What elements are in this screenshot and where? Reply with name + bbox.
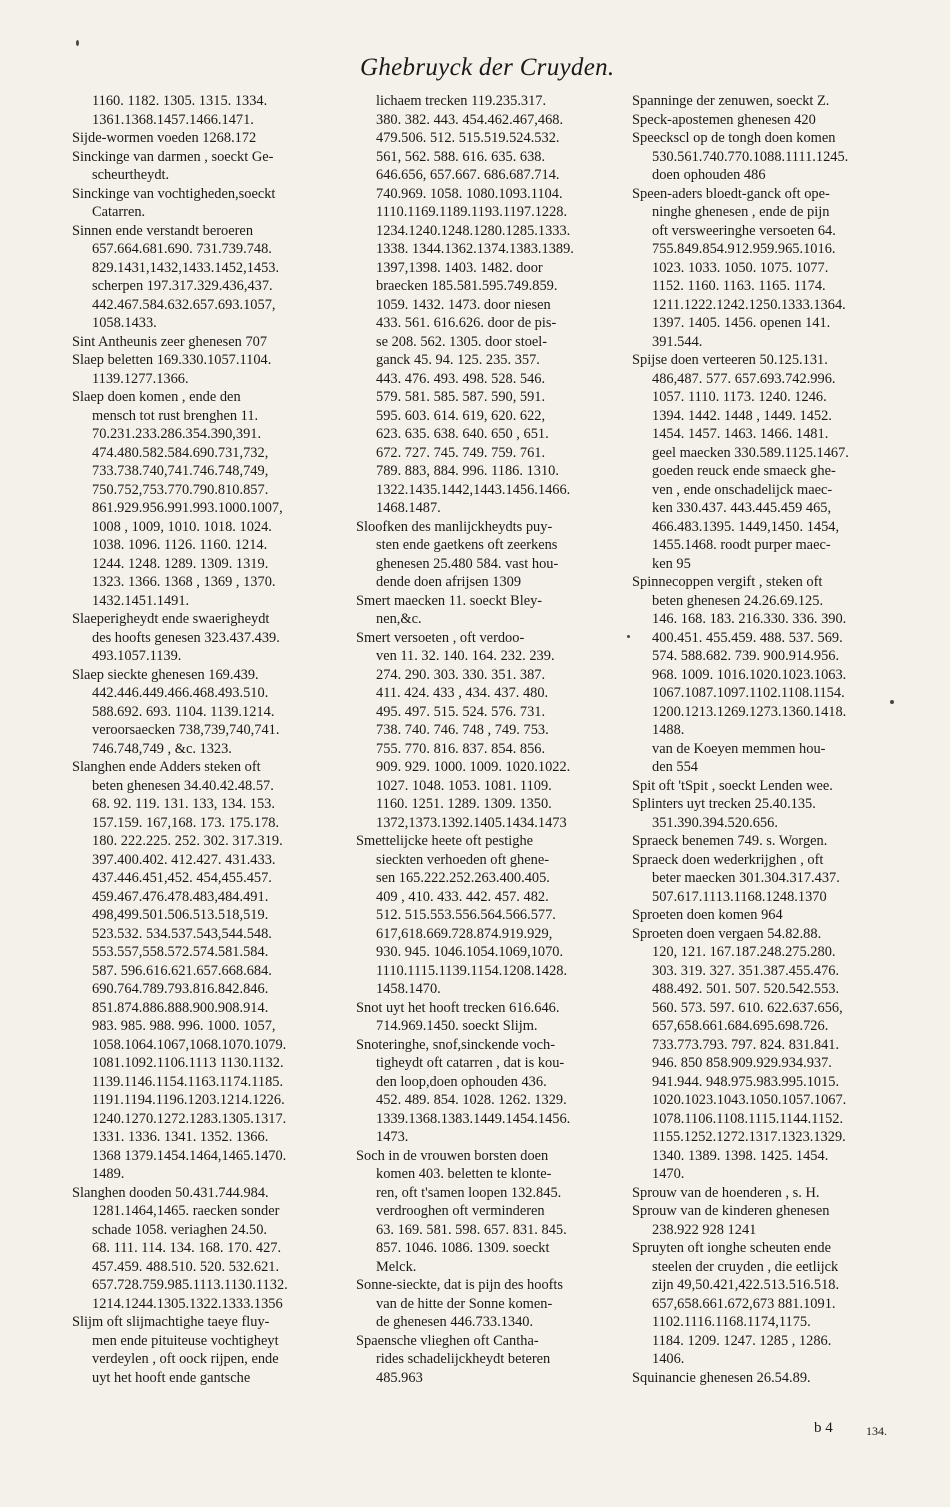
index-continuation-line: 646.656, 657.667. 686.687.714. — [376, 167, 560, 183]
index-continuation-line: 442.446.449.466.468.493.510. — [92, 685, 269, 701]
index-continuation-line: 486,487. 577. 657.693.742.996. — [652, 370, 836, 387]
index-continuation-line: 1361.1368.1457.1466.1471. — [92, 111, 254, 128]
index-continuation-line: 1455.1468. roodt purper maec- — [652, 537, 831, 553]
index-continuation-line: mensch tot rust brenghen 11. — [92, 407, 259, 424]
index-continuation-line: 474.480.582.584.690.731,732, — [92, 444, 269, 461]
index-continuation-line: 1240.1270.1272.1283.1305.1317. — [92, 1110, 287, 1127]
index-continuation-line: ken 330.437. 443.445.459 465, — [652, 500, 832, 516]
index-entry-line: Squinancie ghenesen 26.54.89. — [632, 1369, 811, 1386]
index-continuation-line: 433. 561. 616.626. door de pis- — [376, 315, 557, 331]
index-continuation-line: 909. 929. 1000. 1009. 1020.1022. — [376, 759, 571, 775]
index-entry-line: Sinckinge van darmen , soeckt Ge- — [72, 148, 274, 165]
index-entry-line: Spraeck benemen 749. s. Worgen. — [632, 833, 828, 849]
index-continuation-line: 411. 424. 433 , 434. 437. 480. — [376, 685, 549, 701]
index-continuation-line: 1489. — [92, 1166, 125, 1182]
index-entry-line: Slanghen dooden 50.431.744.984. — [72, 1184, 269, 1201]
index-continuation-line: dende doen afrijsen 1309 — [376, 574, 522, 590]
index-continuation-line: 488.492. 501. 507. 520.542.553. — [652, 981, 840, 997]
index-continuation-line: 588.692. 693. 1104. 1139.1214. — [92, 703, 275, 720]
index-continuation-line: 485.963 — [376, 1369, 423, 1386]
index-continuation-line: 1160. 1182. 1305. 1315. 1334. — [92, 93, 268, 109]
index-continuation-line: sten ende gaetkens oft zeerkens — [376, 537, 558, 553]
index-continuation-line: 1081.1092.1106.1113 1130.1132. — [92, 1055, 284, 1071]
index-continuation-line: 466.483.1395. 1449,1450. 1454, — [652, 518, 840, 535]
index-continuation-line: 1023. 1033. 1050. 1075. 1077. — [652, 259, 829, 276]
index-continuation-line: 442.467.584.632.657.693.1057, — [92, 296, 276, 313]
index-continuation-line: 437.446.451,452. 454,455.457. — [92, 870, 272, 886]
index-continuation-line: des hoofts genesen 323.437.439. — [92, 629, 280, 646]
index-continuation-line: 595. 603. 614. 619, 620. 622, — [376, 407, 546, 424]
index-entry-line: Slijm oft slijmachtighe taeye fluy- — [72, 1314, 270, 1330]
index-entry-line: Slanghen ende Adders steken oft — [72, 759, 261, 775]
index-entry-line: Smettelijcke heete oft pestighe — [356, 833, 534, 849]
index-continuation-line: 1281.1464,1465. raecken sonder — [92, 1203, 280, 1219]
index-continuation-line: 561, 562. 588. 616. 635. 638. — [376, 148, 546, 165]
index-entry-line: Sijde-wormen voeden 1268.172 — [72, 130, 257, 146]
index-continuation-line: 1038. 1096. 1126. 1160. 1214. — [92, 537, 268, 553]
index-continuation-line: 498,499.501.506.513.518,519. — [92, 907, 269, 923]
index-continuation-line: 120, 121. 167.187.248.275.280. — [652, 944, 836, 960]
index-continuation-line: 690.764.789.793.816.842.846. — [92, 981, 269, 997]
index-continuation-line: sieckten verhoeden oft ghene- — [376, 851, 550, 868]
index-continuation-line: 1454. 1457. 1463. 1466. 1481. — [652, 426, 829, 442]
index-continuation-line: 1339.1368.1383.1449.1454.1456. — [376, 1110, 571, 1127]
index-continuation-line: scheurtheydt. — [92, 167, 170, 183]
index-continuation-line: 1397. 1405. 1456. openen 141. — [652, 315, 831, 331]
index-continuation-line: 523.532. 534.537.543,544.548. — [92, 925, 272, 942]
index-continuation-line: braecken 185.581.595.749.859. — [376, 278, 558, 294]
index-continuation-line: 397.400.402. 412.427. 431.433. — [92, 851, 276, 868]
index-column-left — [72, 92, 350, 1422]
index-continuation-line: 1406. — [652, 1351, 685, 1367]
index-continuation-line: Melck. — [376, 1258, 417, 1275]
index-continuation-line: men ende pituiteuse vochtigheyt — [92, 1332, 279, 1349]
index-continuation-line: 623. 635. 638. 640. 650 , 651. — [376, 426, 549, 442]
index-continuation-line: 755.849.854.912.959.965.1016. — [652, 241, 836, 257]
index-continuation-line: ren, oft t'samen loopen 132.845. — [376, 1184, 562, 1201]
index-continuation-line: sen 165.222.252.263.400.405. — [376, 870, 550, 886]
index-entry-line: Sprouw van de hoenderen , s. H. — [632, 1184, 820, 1201]
index-continuation-line: 657,658.661.684.695.698.726. — [652, 1018, 829, 1034]
index-continuation-line: 180. 222.225. 252. 302. 317.319. — [92, 833, 283, 849]
index-continuation-line: 946. 850 858.909.929.934.937. — [652, 1055, 832, 1071]
index-entry-line: Spinnecoppen vergift , steken oft — [632, 574, 823, 590]
index-continuation-line: 672. 727. 745. 749. 759. 761. — [376, 444, 546, 461]
index-continuation-line: Catarren. — [92, 204, 146, 220]
index-entry-line: Sint Antheunis zeer ghenesen 707 — [72, 333, 268, 350]
index-entry-line: Smert maecken 11. soeckt Bley- — [356, 592, 543, 609]
index-continuation-line: 1102.1116.1168.1174,1175. — [652, 1314, 811, 1330]
index-entry-line: Slaep sieckte ghenesen 169.439. — [72, 666, 259, 683]
index-continuation-line: 1432.1451.1491. — [92, 592, 190, 609]
catchword: 134. — [866, 1424, 887, 1438]
index-entry-line: Sinckinge van vochtigheden,soeckt — [72, 185, 276, 202]
index-continuation-line: 1468.1487. — [376, 500, 441, 516]
index-continuation-line: 733.773.793. 797. 824. 831.841. — [652, 1036, 840, 1053]
index-continuation-line: rides schadelijckheydt beteren — [376, 1351, 551, 1367]
index-continuation-line: den 554 — [652, 759, 698, 775]
index-continuation-line: lichaem trecken 119.235.317. — [376, 93, 547, 109]
index-continuation-line: beten ghenesen 34.40.42.48.57. — [92, 777, 274, 794]
index-entry-line: Soch in de vrouwen borsten doen — [356, 1147, 549, 1164]
index-continuation-line: ven , ende onschadelijck maec- — [652, 481, 833, 498]
index-continuation-line: 1200.1213.1269.1273.1360.1418. — [652, 703, 847, 720]
index-entry-line: Snot uyt het hooft trecken 616.646. — [356, 999, 560, 1016]
signature-mark: b 4 — [814, 1420, 833, 1436]
index-entry-line: Sprouw van de kinderen ghenesen — [632, 1203, 830, 1219]
index-continuation-line: 380. 382. 443. 454.462.467,468. — [376, 111, 564, 128]
index-entry-line: Sonne-sieckte, dat is pijn des hoofts — [356, 1277, 564, 1293]
index-continuation-line: 1110.1169.1189.1193.1197.1228. — [376, 204, 568, 220]
index-continuation-line: 1244. 1248. 1289. 1309. 1319. — [92, 555, 269, 572]
index-continuation-line: 1331. 1336. 1341. 1352. 1366. — [92, 1129, 269, 1145]
index-entry-line: Spanninge der zenuwen, soeckt Z. — [632, 93, 830, 109]
index-continuation-line: 829.1431,1432,1433.1452,1453. — [92, 259, 280, 276]
index-continuation-line: ken 95 — [652, 555, 691, 572]
index-continuation-line: 587. 596.616.621.657.668.684. — [92, 962, 272, 979]
index-continuation-line: nen,&c. — [376, 611, 422, 627]
index-continuation-line: 579. 581. 585. 587. 590, 591. — [376, 389, 546, 405]
index-entry-line: Spijse doen verteeren 50.125.131. — [632, 352, 828, 368]
index-continuation-line: 507.617.1113.1168.1248.1370 — [652, 888, 827, 905]
index-continuation-line: ghenesen 25.480 584. vast hou- — [376, 555, 559, 572]
ink-speck — [76, 40, 79, 46]
index-continuation-line: tigheydt oft catarren , dat is kou- — [376, 1055, 565, 1071]
index-continuation-line: 657,658.661.672,673 881.1091. — [652, 1295, 836, 1312]
index-continuation-line: 63. 169. 581. 598. 657. 831. 845. — [376, 1221, 567, 1238]
index-continuation-line: 1008 , 1009, 1010. 1018. 1024. — [92, 518, 272, 535]
index-continuation-line: verdrooghen oft verminderen — [376, 1203, 545, 1219]
index-entry-line: Snoteringhe, snof,sinckende voch- — [356, 1036, 556, 1053]
index-continuation-line: verdeylen , oft oock rijpen, ende — [92, 1351, 279, 1367]
index-continuation-line: 1394. 1442. 1448 , 1449. 1452. — [652, 407, 832, 424]
index-continuation-line: 1470. — [652, 1166, 685, 1182]
index-continuation-line: 1473. — [376, 1129, 409, 1145]
index-continuation-line: 617,618.669.728.874.919.929, — [376, 925, 553, 942]
index-continuation-line: 457.459. 488.510. 520. 532.621. — [92, 1258, 280, 1275]
index-entry-line: Slaeperigheydt ende swaerigheydt — [72, 611, 270, 627]
index-continuation-line: beten ghenesen 24.26.69.125. — [652, 592, 824, 609]
ink-speck — [890, 700, 894, 704]
index-continuation-line: 1214.1244.1305.1322.1333.1356 — [92, 1295, 283, 1312]
index-continuation-line: uyt het hooft ende gantsche — [92, 1369, 251, 1386]
index-continuation-line: 983. 985. 988. 996. 1000. 1057, — [92, 1018, 276, 1034]
index-continuation-line: 1397,1398. 1403. 1482. door — [376, 259, 543, 276]
index-continuation-line: zijn 49,50.421,422.513.516.518. — [652, 1277, 840, 1293]
index-continuation-line: 68. 92. 119. 131. 133, 134. 153. — [92, 796, 275, 812]
index-continuation-line: 1184. 1209. 1247. 1285 , 1286. — [652, 1332, 832, 1349]
index-continuation-line: 789. 883, 884. 996. 1186. 1310. — [376, 463, 559, 479]
index-entry-line: Spraeck doen wederkrijghen , oft — [632, 851, 824, 868]
index-continuation-line: 409 , 410. 433. 442. 457. 482. — [376, 888, 549, 905]
index-continuation-line: 238.922 928 1241 — [652, 1221, 757, 1238]
index-continuation-line: 391.544. — [652, 333, 703, 350]
index-continuation-line: 1338. 1344.1362.1374.1383.1389. — [376, 241, 574, 257]
index-continuation-line: 1211.1222.1242.1250.1333.1364. — [652, 296, 846, 313]
index-entry-line: Speen-aders bloedt-ganck oft ope- — [632, 185, 830, 202]
index-continuation-line: 1057. 1110. 1173. 1240. 1246. — [652, 389, 827, 405]
index-continuation-line: 738. 740. 746. 748 , 749. 753. — [376, 722, 549, 738]
index-continuation-line: 657.728.759.985.1113.1130.1132. — [92, 1277, 288, 1293]
index-continuation-line: 68. 111. 114. 134. 168. 170. 427. — [92, 1240, 282, 1256]
index-continuation-line: 303. 319. 327. 351.387.455.476. — [652, 962, 840, 979]
index-continuation-line: 1368 1379.1454.1464,1465.1470. — [92, 1147, 287, 1164]
index-continuation-line: schade 1058. veriaghen 24.50. — [92, 1221, 268, 1238]
index-continuation-line: komen 403. beletten te klonte- — [376, 1166, 552, 1182]
index-continuation-line: beter maecken 301.304.317.437. — [652, 870, 840, 886]
index-entry-line: Spit oft 'tSpit , soeckt Lenden wee. — [632, 777, 833, 794]
index-continuation-line: 930. 945. 1046.1054.1069,1070. — [376, 944, 564, 960]
index-continuation-line: 530.561.740.770.1088.1111.1245. — [652, 148, 849, 165]
index-entry-line: Smert versoeten , oft verdoo- — [356, 629, 525, 646]
index-continuation-line: 1110.1115.1139.1154.1208.1428. — [376, 962, 568, 979]
index-entry-line: Sproeten doen komen 964 — [632, 907, 783, 923]
ink-speck — [627, 635, 630, 638]
index-continuation-line: 1152. 1160. 1163. 1165. 1174. — [652, 278, 826, 294]
index-continuation-line: 512. 515.553.556.564.566.577. — [376, 907, 556, 923]
index-continuation-line: 1139.1277.1366. — [92, 370, 189, 387]
index-continuation-line: 1078.1106.1108.1115.1144.1152. — [652, 1110, 844, 1127]
index-continuation-line: oft verswееringhe versoeten 64. — [652, 222, 836, 239]
index-continuation-line: veroorsaecken 738,739,740,741. — [92, 722, 280, 738]
index-continuation-line: 733.738.740,741.746.748,749, — [92, 463, 269, 479]
index-entry-line: Speck-apostemen ghenesen 420 — [632, 111, 816, 128]
index-entry-line: Sloofken des manlijckheydts puy- — [356, 518, 553, 535]
index-entry-line: Slaep doen komen , ende den — [72, 389, 241, 405]
running-header: Ghebruyck der Cruyden. — [360, 54, 615, 81]
index-continuation-line: 1340. 1389. 1398. 1425. 1454. — [652, 1147, 829, 1164]
index-continuation-line: geel maecken 330.589.1125.1467. — [652, 444, 849, 461]
index-continuation-line: 1458.1470. — [376, 981, 441, 997]
index-continuation-line: scherpen 197.317.329.436,437. — [92, 278, 273, 294]
index-continuation-line: 1020.1023.1043.1050.1057.1067. — [652, 1092, 847, 1108]
index-continuation-line: 941.944. 948.975.983.995.1015. — [652, 1073, 840, 1090]
index-continuation-line: 1059. 1432. 1473. door niesen — [376, 296, 551, 313]
index-continuation-line: van de hitte der Sonne komen- — [376, 1295, 553, 1312]
index-continuation-line: 1323. 1366. 1368 , 1369 , 1370. — [92, 574, 276, 590]
index-continuation-line: 714.969.1450. soeckt Slijm. — [376, 1018, 538, 1034]
index-entry-line: Sproeten doen vergaen 54.82.88. — [632, 925, 822, 942]
index-continuation-line: 657.664.681.690. 731.739.748. — [92, 241, 272, 257]
index-continuation-line: 479.506. 512. 515.519.524.532. — [376, 130, 560, 146]
index-continuation-line: goeden reuck ende smaeck ghe- — [652, 463, 836, 479]
index-continuation-line: de ghenesen 446.733.1340. — [376, 1314, 534, 1330]
index-continuation-line: 1488. — [652, 722, 685, 738]
index-continuation-line: 1155.1252.1272.1317.1323.1329. — [652, 1129, 846, 1145]
index-continuation-line: 1234.1240.1248.1280.1285.1333. — [376, 222, 571, 239]
index-continuation-line: 968. 1009. 1016.1020.1023.1063. — [652, 666, 847, 683]
index-continuation-line: 740.969. 1058. 1080.1093.1104. — [376, 185, 563, 202]
index-continuation-line: 1372,1373.1392.1405.1434.1473 — [376, 814, 567, 831]
index-continuation-line: 274. 290. 303. 330. 351. 387. — [376, 666, 546, 683]
index-continuation-line: 1058.1064.1067,1068.1070.1079. — [92, 1036, 287, 1053]
index-continuation-line: 750.752,753.770.790.810.857. — [92, 481, 269, 498]
index-entry-line: Speeckscl op de tongh doen komen — [632, 130, 836, 146]
index-continuation-line: 746.748,749 , &c. 1323. — [92, 740, 232, 757]
index-continuation-line: 861.929.956.991.993.1000.1007, — [92, 500, 283, 516]
index-column-middle — [356, 92, 630, 1422]
index-continuation-line: van de Koeyen memmen hou- — [652, 740, 826, 757]
index-continuation-line: 560. 573. 597. 610. 622.637.656, — [652, 999, 843, 1016]
index-continuation-line: 146. 168. 183. 216.330. 336. 390. — [652, 611, 847, 627]
index-continuation-line: 755. 770. 816. 837. 854. 856. — [376, 740, 546, 757]
index-continuation-line: steelen der cruyden , die eetlijck — [652, 1258, 839, 1275]
index-continuation-line: 1067.1087.1097.1102.1108.1154. — [652, 685, 845, 701]
index-entry-line: Spruyten oft ionghe scheuten ende — [632, 1240, 832, 1256]
index-continuation-line: 1139.1146.1154.1163.1174.1185. — [92, 1073, 284, 1090]
index-continuation-line: 1160. 1251. 1289. 1309. 1350. — [376, 796, 552, 812]
index-entry-line: Slaep beletten 169.330.1057.1104. — [72, 352, 272, 368]
index-continuation-line: ven 11. 32. 140. 164. 232. 239. — [376, 648, 555, 664]
index-continuation-line: ganck 45. 94. 125. 235. 357. — [376, 352, 540, 368]
index-continuation-line: den loop,doen ophouden 436. — [376, 1073, 547, 1090]
index-continuation-line: 493.1057.1139. — [92, 648, 182, 664]
index-continuation-line: 574. 588.682. 739. 900.914.956. — [652, 648, 840, 664]
index-column-right — [632, 92, 902, 1422]
index-entry-line: Spaensche vlieghen oft Cantha- — [356, 1332, 539, 1349]
index-continuation-line: se 208. 562. 1305. door stoel- — [376, 333, 548, 350]
index-continuation-line: 459.467.476.478.483,484.491. — [92, 888, 269, 905]
index-entry-line: Sinnen ende verstandt beroeren — [72, 222, 254, 239]
index-continuation-line: 553.557,558.572.574.581.584. — [92, 944, 269, 960]
index-continuation-line: 851.874.886.888.900.908.914. — [92, 999, 269, 1016]
index-continuation-line: 452. 489. 854. 1028. 1262. 1329. — [376, 1092, 567, 1108]
index-continuation-line: 495. 497. 515. 524. 576. 731. — [376, 703, 546, 720]
index-continuation-line: 351.390.394.520.656. — [652, 814, 778, 831]
index-continuation-line: 443. 476. 493. 498. 528. 546. — [376, 370, 546, 387]
index-continuation-line: 157.159. 167,168. 173. 175.178. — [92, 814, 280, 831]
index-continuation-line: 1191.1194.1196.1203.1214.1226. — [92, 1092, 285, 1108]
index-continuation-line: 70.231.233.286.354.390,391. — [92, 426, 262, 442]
index-continuation-line: ninghe ghenesen , ende de pijn — [652, 204, 830, 220]
index-continuation-line: 1027. 1048. 1053. 1081. 1109. — [376, 777, 552, 794]
index-continuation-line: doen ophouden 486 — [652, 167, 766, 183]
index-continuation-line: 1322.1435.1442,1443.1456.1466. — [376, 481, 571, 498]
index-continuation-line: 857. 1046. 1086. 1309. soeckt — [376, 1240, 550, 1256]
index-continuation-line: 1058.1433. — [92, 315, 157, 331]
index-continuation-line: 400.451. 455.459. 488. 537. 569. — [652, 629, 843, 646]
index-entry-line: Splinters uyt trecken 25.40.135. — [632, 796, 816, 812]
